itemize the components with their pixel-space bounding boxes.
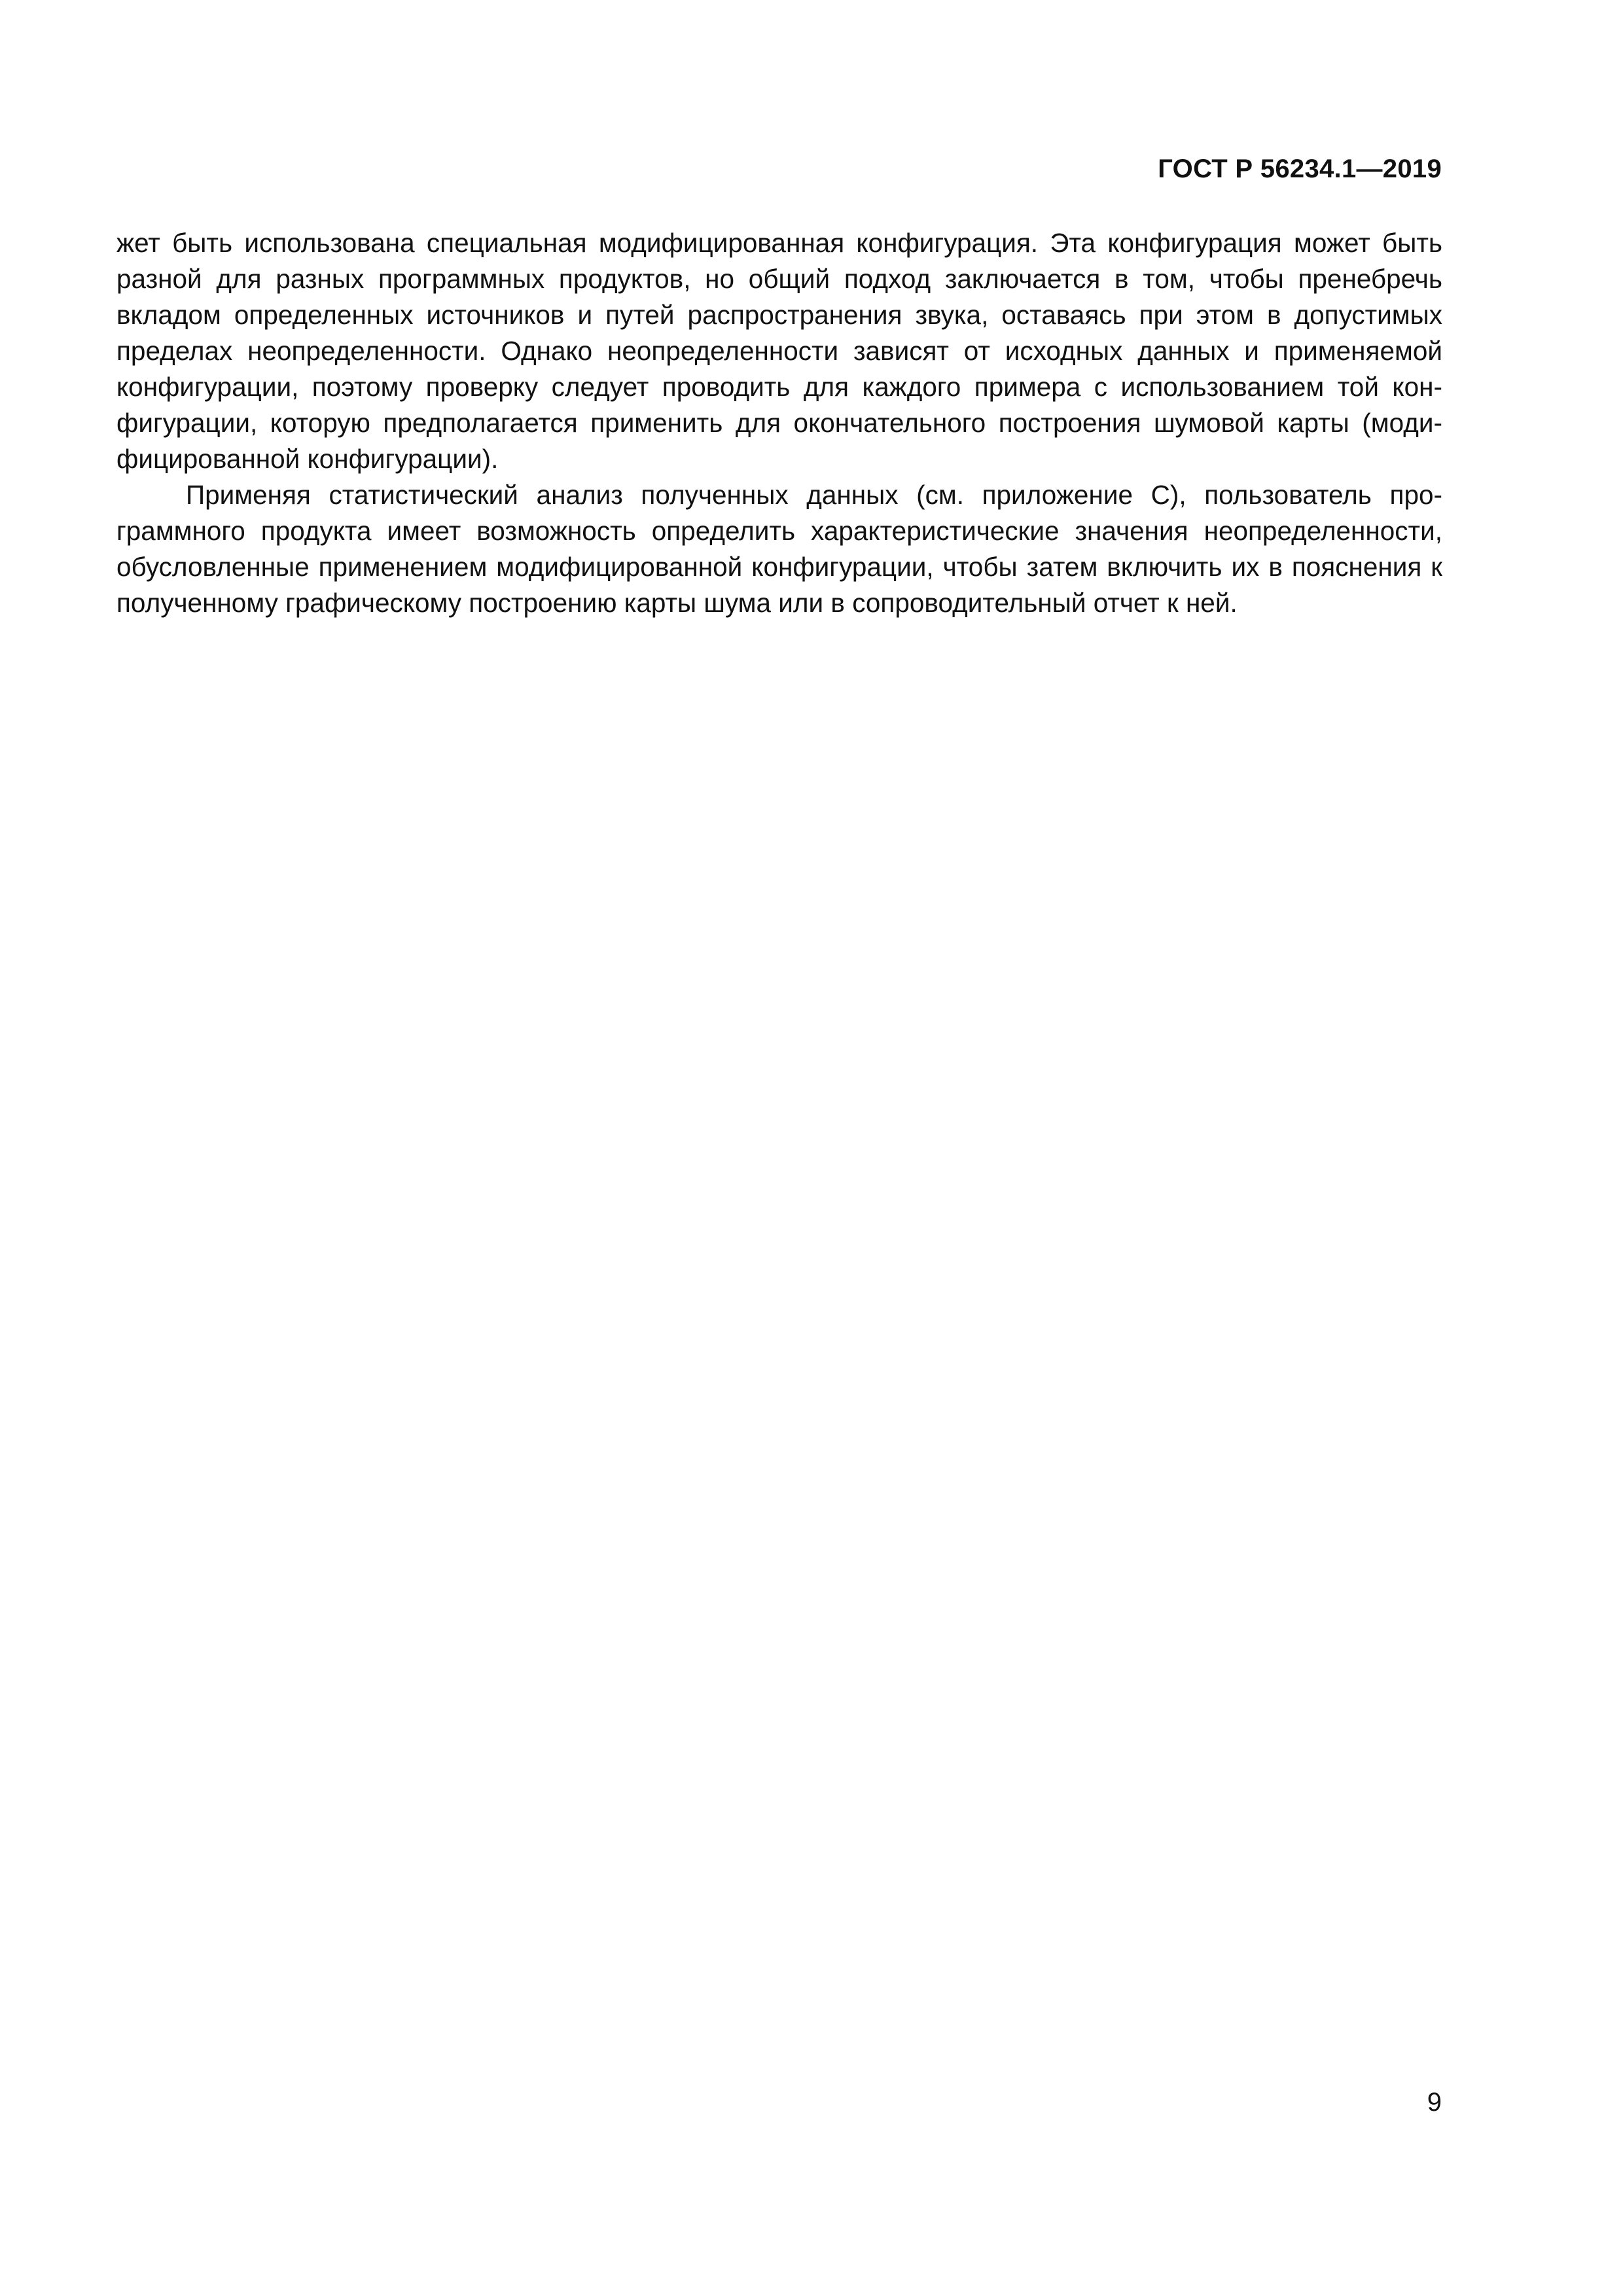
- paragraph-continuation: жет быть использована специальная модифицированная конфигурация. Эта конфигурация может быть разной для разных программных продуктов, но общий подход заключается в том, чтобы пренебречь вкладом определенных источников и путей распространения звука, оставаясь при этом в допустимых пределах неопределенности. Однако неопределенности зависят от исходных данных и применяемой конфигурации, поэтому проверку следует проводить для каждого примера с использованием той конфигурации, которую предполагается применить для окончательного построения шумовой карты (модифицированной конфигурации).: [116, 228, 1442, 474]
- page-number: 9: [1427, 2088, 1442, 2117]
- main-text: [116, 225, 1442, 621]
- paragraph-statistical-analysis: Применяя статистический анализ полученных данных (см. приложение С), пользователь программного продукта имеет возможность определить характеристические значения неопределенности, обусловленные применением модифицированной конфигурации, чтобы затем включить их в пояснения к полученному графическому построению карты шума или в сопроводительный отчет к ней.: [116, 480, 1442, 618]
- page-header-standard-id: ГОСТ Р 56234.1—2019: [1158, 154, 1442, 183]
